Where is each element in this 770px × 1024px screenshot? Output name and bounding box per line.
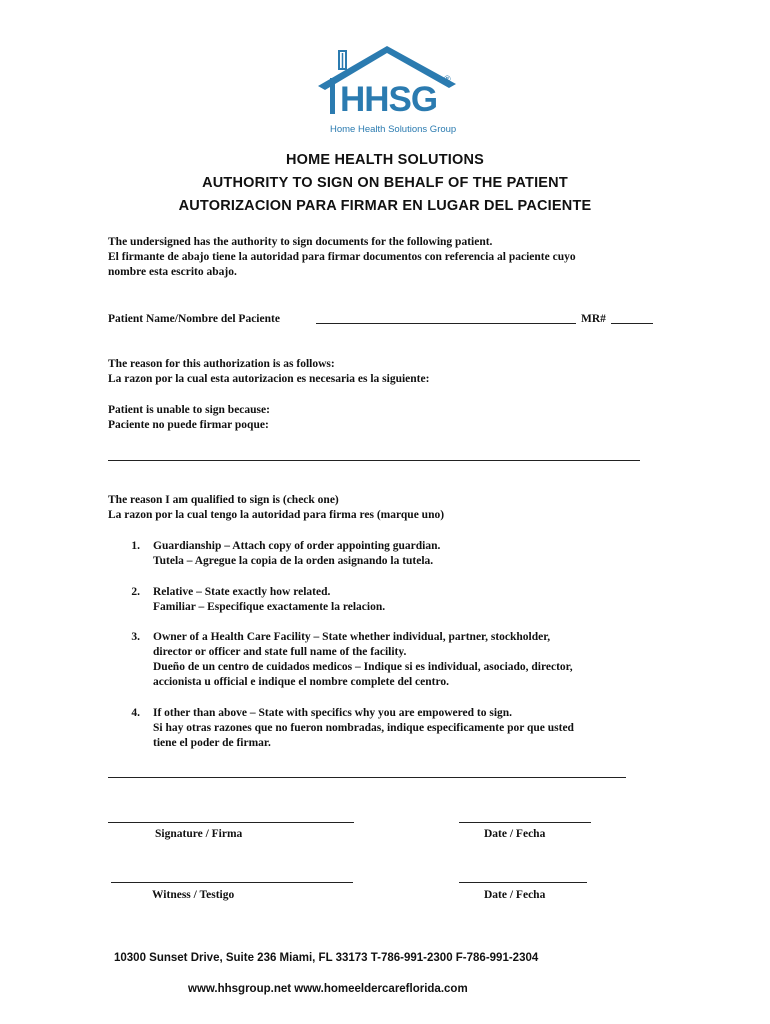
title-line-3: AUTORIZACION PARA FIRMAR EN LUGAR DEL PACIENTE [178,198,592,214]
date-field-1[interactable] [459,822,591,823]
intro-es-1: El firmante de abajo tiene la autoridad para firmar documentos con referencia al paciente cuyo [108,251,576,263]
footer-address: 10300 Sunset Drive, Suite 236 Miami, FL 33173 T-786-991-2300 F-786-991-2304 [114,952,539,964]
registered-mark: ® [444,74,451,84]
logo-tagline: Home Health Solutions Group [330,124,457,135]
option-line: Owner of a Health Care Facility – State whether individual, partner, stockholder, [153,631,551,643]
option-line: Dueño de un centro de cuidados medicos – Indique si es individual, asociado, director, [153,661,573,673]
option-number: 1. [131,540,140,552]
option-line: Relative – State exactly how related. [153,586,331,598]
option-line: director or officer and state full name of the facility. [153,646,407,658]
footer-websites: www.hhsgroup.net www.homeeldercareflorida.com [188,983,468,995]
reason-en: The reason for this authorization is as follows: [108,358,335,370]
patient-name-field[interactable] [316,323,576,324]
unable-reason-field[interactable] [108,460,640,461]
option-line: Si hay otras razones que no fueron nombradas, indique especificamente por que usted [153,722,574,734]
option-line: tiene el poder de firmar. [153,737,271,749]
patient-name-label: Patient Name/Nombre del Paciente [108,313,280,325]
witness-label: Witness / Testigo [152,889,235,901]
option-number: 2. [131,586,140,598]
option-line: If other than above – State with specifics why you are empowered to sign. [153,707,513,719]
option-line: Familiar – Especifique exactamente la relacion. [153,601,386,613]
mr-field[interactable] [611,323,653,324]
unable-es: Paciente no puede firmar poque: [108,419,269,431]
mr-label: MR# [581,313,606,325]
date-label-2: Date / Fecha [484,889,546,901]
intro-en: The undersigned has the authority to sign documents for the following patient. [108,236,493,248]
qualified-es: La razon por la cual tengo la autoridad para firma res (marque uno) [108,509,445,521]
option-line: Guardianship – Attach copy of order appointing guardian. [153,540,441,552]
date-field-2[interactable] [459,882,587,883]
reason-es: La razon por la cual esta autorizacion es necesaria es la siguiente: [108,373,430,385]
witness-field[interactable] [111,882,353,883]
intro-es-2: nombre esta escrito abajo. [108,266,237,278]
signature-label: Signature / Firma [155,828,243,840]
option-number: 4. [131,707,140,719]
signature-field[interactable] [108,822,354,823]
qualified-en: The reason I am qualified to sign is (check one) [108,494,339,506]
unable-en: Patient is unable to sign because: [108,404,270,416]
title-line-1: HOME HEALTH SOLUTIONS [285,152,485,168]
logo-acronym: HHSG [340,80,438,119]
title-line-2: AUTHORITY TO SIGN ON BEHALF OF THE PATIENT [202,175,568,191]
date-label-1: Date / Fecha [484,828,546,840]
explanation-field[interactable] [108,777,626,778]
option-number: 3. [131,631,140,643]
option-line: accionista u official e indique el nombre complete del centro. [153,676,449,688]
option-line: Tutela – Agregue la copia de la orden asignando la tutela. [153,555,434,567]
company-logo [316,44,458,136]
